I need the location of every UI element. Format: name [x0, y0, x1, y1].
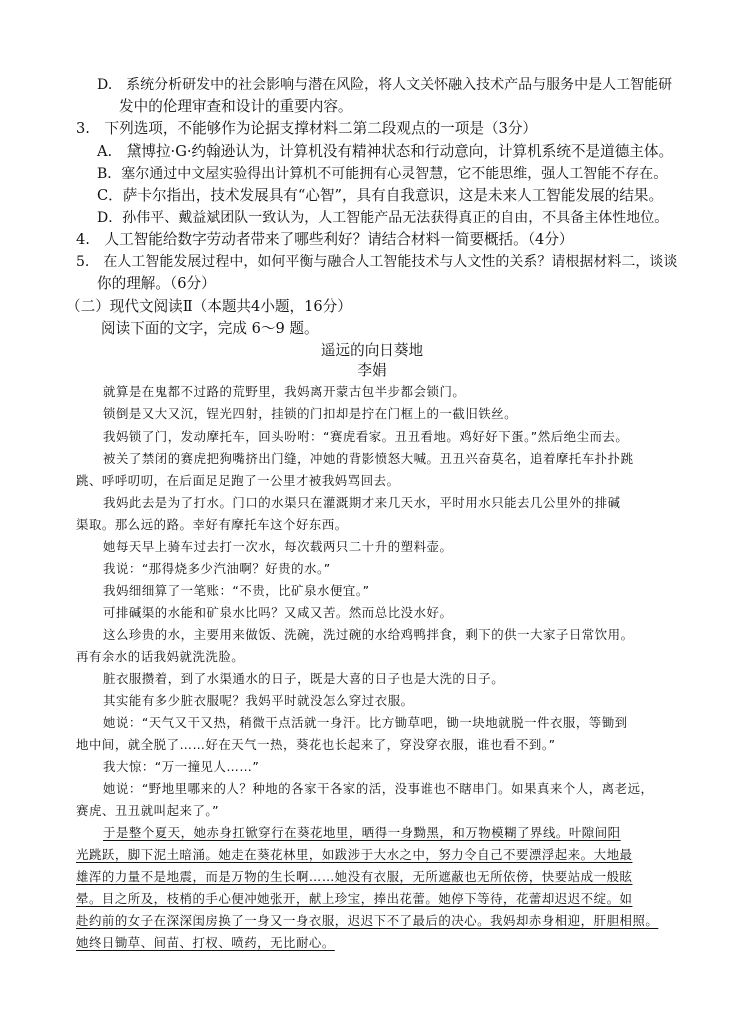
article-title: 遥远的向日葵地 — [320, 342, 424, 359]
article-line: 她说：“野地里哪来的人？种地的各家干各家的活，没事谁也不瞎串门。如果真来个人，离老远， — [103, 781, 654, 796]
article-line: 这么珍贵的水，主要用来做饭、洗碗，洗过碗的水给鸡鸭拌食，剩下的供一大家子日常饮用。 — [103, 627, 634, 642]
underlined-passage-line: 赴约前的女子在深深闺房换了一身又一身衣服，迟迟下不了最后的决心。我妈却赤身相迎，肝胆相照。 — [76, 913, 659, 928]
article-line: 地中间，就全脱了……好在天气一热，葵花也长起来了，穿没穿衣服，谁也看不到。” — [76, 737, 556, 752]
q4-stem: 4. 人工智能给数字劳动者带来了哪些利好？请结合材料一简要概括。（4分） — [76, 231, 574, 248]
underlined-passage-line: 于是整个夏天，她赤身扛锨穿行在葵花地里，晒得一身黝黑，和万物模糊了界线。叶隙间阳 — [103, 825, 621, 840]
q2-option-d-line1: D. 系统分析研发中的社会影响与潜在风险，将人文关怀融入技术产品与服务中是人工智能研 — [97, 77, 673, 93]
article-line: 跳、呼呼叨叨，在后面足足跑了一公里才被我妈骂回去。 — [76, 473, 400, 488]
article-author: 李娟 — [357, 362, 387, 379]
q2-option-d-line2: 发中的伦理审查和设计的重要内容。 — [119, 98, 353, 115]
article-line: 锁倒是又大又沉，锃光四射，挂锁的门扣却是拧在门框上的一截旧铁丝。 — [103, 406, 518, 421]
article-line: 我说：“那得烧多少汽油啊？好贵的水。” — [103, 561, 331, 576]
article-line: 赛虎、丑丑就叫起来了。” — [76, 803, 220, 818]
q3-stem: 3. 下列选项，不能够作为论据支撑材料二第二段观点的一项是（3分） — [76, 120, 538, 137]
article-line: 她每天早上骑车过去打一次水，每次载两只二十升的塑料壶。 — [103, 539, 453, 554]
q3-option-c: C．萨卡尔指出，技术发展具有“心智”，具有自我意识，这是未来人工智能发展的结果。 — [97, 187, 664, 204]
underlined-passage-line: 雄浑的力量不是地震，而是万物的生长啊……她没有衣服，无所遮蔽也无所依傍，快要站成一般眩 — [76, 869, 633, 884]
article-line: 渠取。那么远的路。幸好有摩托车这个好东西。 — [76, 517, 348, 532]
underlined-passage-line: 晕。目之所及，枝梢的手心便冲她张开，献上珍宝，捧出花蕾。她停下等待，花蕾却迟迟不绽。如 — [76, 891, 633, 906]
q5-stem-line1: 5. 在人工智能发展过程中，如何平衡与融合人工智能技术与人文性的关系？请根据材料二，谈谈 — [76, 254, 678, 270]
article-line: 脏衣服攒着，到了水渠通水的日子，既是大喜的日子也是大洗的日子。 — [103, 671, 505, 686]
article-line: 我妈锁了门，发动摩托车，回头吩咐：“赛虎看家。丑丑看地。鸡好好下蛋。”然后绝尘而去。 — [103, 429, 629, 444]
article-line: 其实能有多少脏衣服呢？我妈平时就没怎么穿过衣服。 — [103, 693, 414, 708]
underlined-passage-line: 她终日锄草、间苗、打杈、喷药，无比耐心。 — [76, 935, 335, 950]
q5-stem-line2: 你的理解。（6分） — [97, 275, 216, 292]
article-line: 她说：“天气又干又热，稍微干点活就一身汗。比方锄草吧，锄一块地就脱一件衣服，等锄到 — [103, 715, 628, 730]
article-line: 我大惊：“万一撞见人……” — [103, 759, 260, 774]
q3-option-d: D．孙伟平、戴益斌团队一致认为，人工智能产品无法获得真正的自由，不具备主体性地位。 — [97, 210, 669, 226]
article-line: 就算是在鬼都不过路的荒野里，我妈离开蒙古包半步都会锁门。 — [103, 384, 466, 399]
article-line: 我妈细细算了一笔账：“不贵，比矿泉水便宜。” — [103, 583, 370, 598]
article-line: 可排碱渠的水能和矿泉水比吗？又咸又苦。然而总比没水好。 — [103, 605, 453, 620]
q3-option-b: B．塞尔通过中文屋实验得出计算机不可能拥有心灵智慧，它不能思维，强人工智能不存在。 — [97, 166, 668, 182]
reading-instruction: 阅读下面的文字，完成 6～9 题。 — [101, 320, 319, 337]
underlined-passage-line: 光跳跃，脚下泥土暗涌。她走在葵花林里，如跋涉于大水之中，努力令自己不要漂浮起来。大地最 — [76, 847, 633, 862]
article-line: 我妈此去是为了打水。门口的水渠只在灌溉期才来几天水，平时用水只能去几公里外的排碱 — [103, 495, 621, 510]
q3-option-a: A. 黛博拉·G·约翰逊认为，计算机没有精神状态和行动意向，计算机系统不是道德主体。 — [97, 143, 674, 160]
article-line: 再有余水的话我妈就洗洗脸。 — [76, 649, 245, 664]
section-heading: （二）现代文阅读Ⅱ（本题共4小题，16分） — [66, 298, 352, 315]
article-line: 被关了禁闭的赛虎把狗嘴挤出门缝，冲她的背影愤怒大喊。丑丑兴奋莫名，追着摩托车扑扑跳 — [103, 451, 634, 466]
